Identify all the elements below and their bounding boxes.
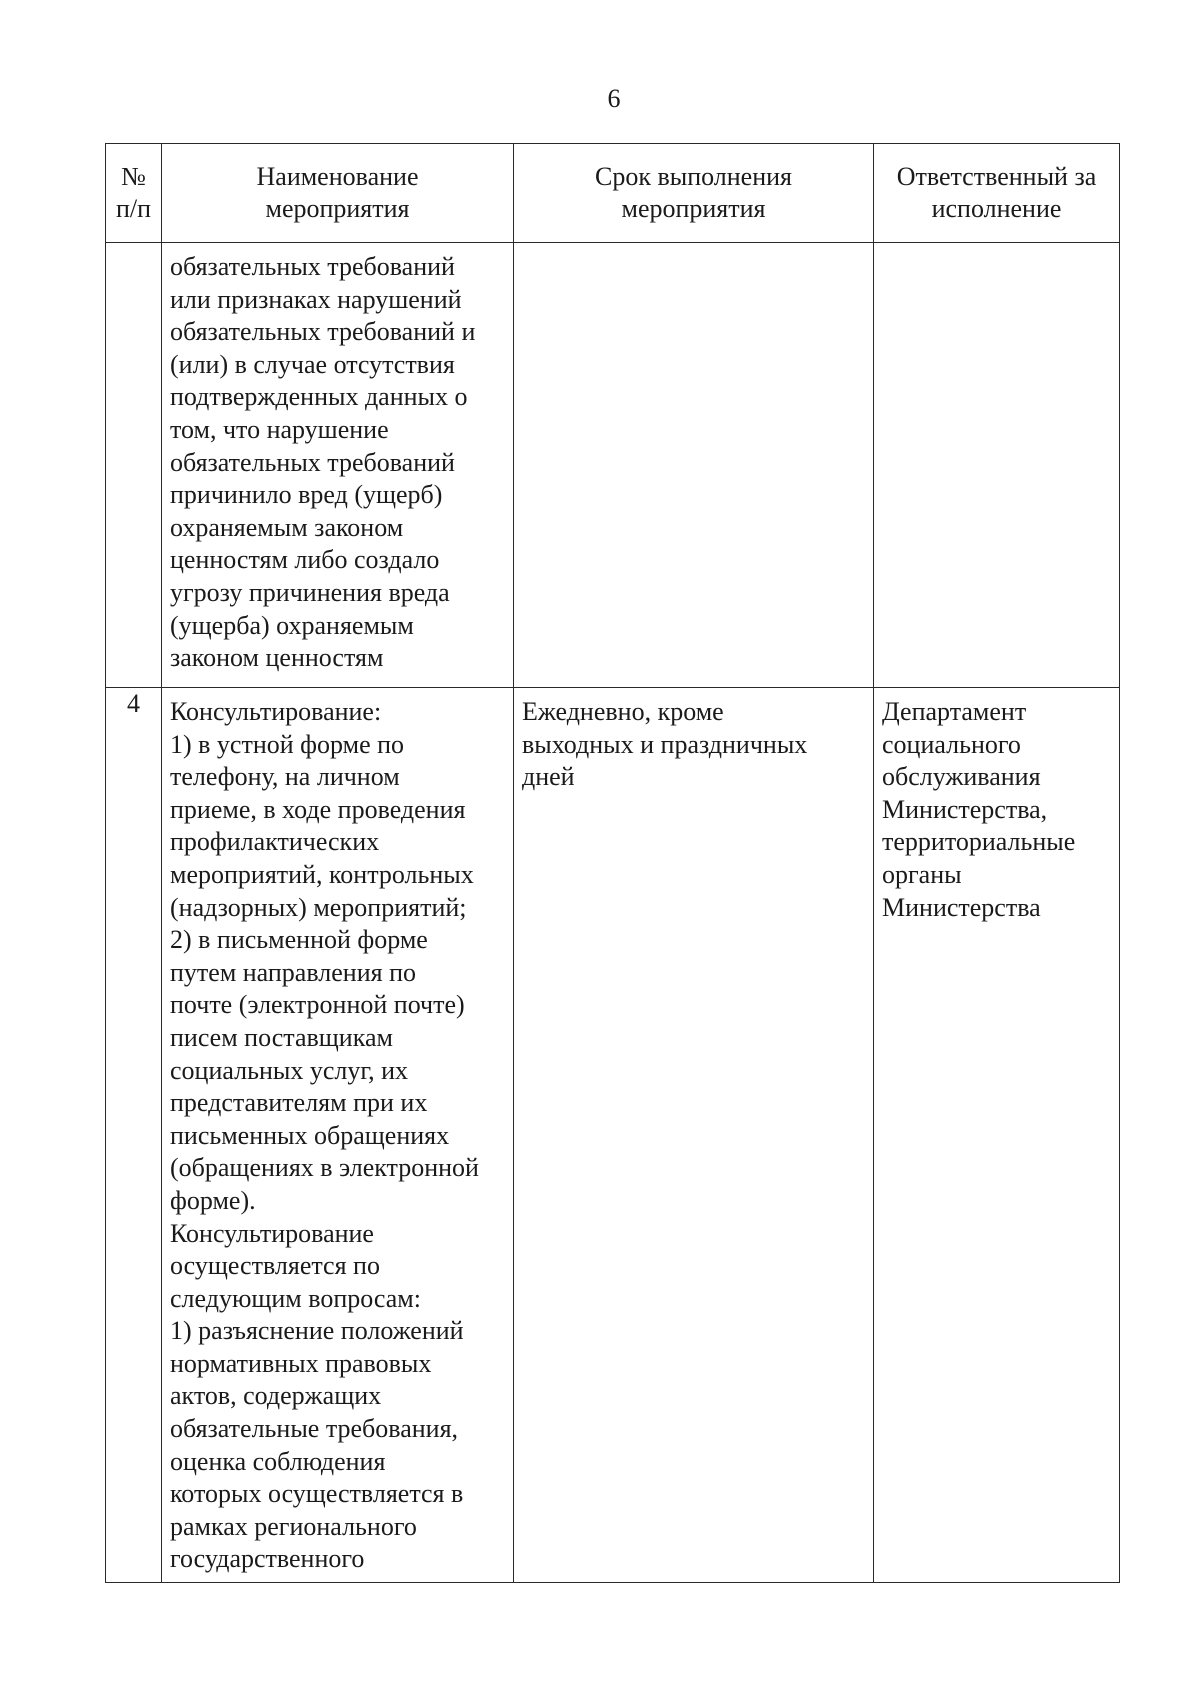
header-num [106,144,162,243]
deadline-text: Ежедневно, кроме выходных и праздничных дней [522,697,808,792]
header-deadline [514,144,874,243]
responsible-text: Департамент социального обслуживания Министерства, территориальные органы Министерства [882,697,1076,922]
measure-name-cell [162,243,514,688]
row-number-cell [106,688,162,1583]
row-number: 4 [127,689,140,718]
deadline-text [514,243,873,257]
header-responsible-label: Ответственный за исполнение [896,162,1097,223]
page-number: 6 [607,84,621,113]
header-name [162,144,514,243]
header-deadline-label: Срок выполнения мероприятия [594,162,792,223]
row-number-cell [106,243,162,688]
header-responsible [874,144,1120,243]
measure-name: Консультирование: 1) в устной форме по телефону, на личном приеме, в ходе проведения профилактических мероприятий, контрольных (надзорных) мероприятий; 2) в письменной форме путем направления по почте (электронной почте) писем поставщикам социальных услуг, их представителям при их письменных обращениях (обращениях в электронной форме). Консультирование осуществляется по следующим вопросам: 1) разъяснение положений нормативных правовых актов, содержащих обязательные требования, оценка соблюдения которых осуществляется в рамках регионального государственного [170,697,479,1574]
measure-name: обязательных требований или признаках нарушений обязательных требований и (или) в случае отсутствия подтвержденных данных о том, что нарушение обязательных требований причинило вред (ущерб) охраняемым законом ценностям либо создало угрозу причинения вреда (ущерба) охраняемым законом ценностям [170,252,476,673]
responsible-cell [874,688,1120,1583]
table-row [106,688,1120,1583]
responsible-cell [874,243,1120,688]
table-body [106,243,1120,1583]
responsible-text [874,243,1119,257]
header-name-label: Наименование мероприятия [256,162,419,223]
header-row [106,144,1120,243]
table-row [106,243,1120,688]
header-num-label: № п/п [115,162,152,223]
table-header [106,144,1120,243]
measure-name-cell [162,688,514,1583]
deadline-cell [514,243,874,688]
deadline-cell [514,688,874,1583]
measures-table [105,143,1120,1583]
